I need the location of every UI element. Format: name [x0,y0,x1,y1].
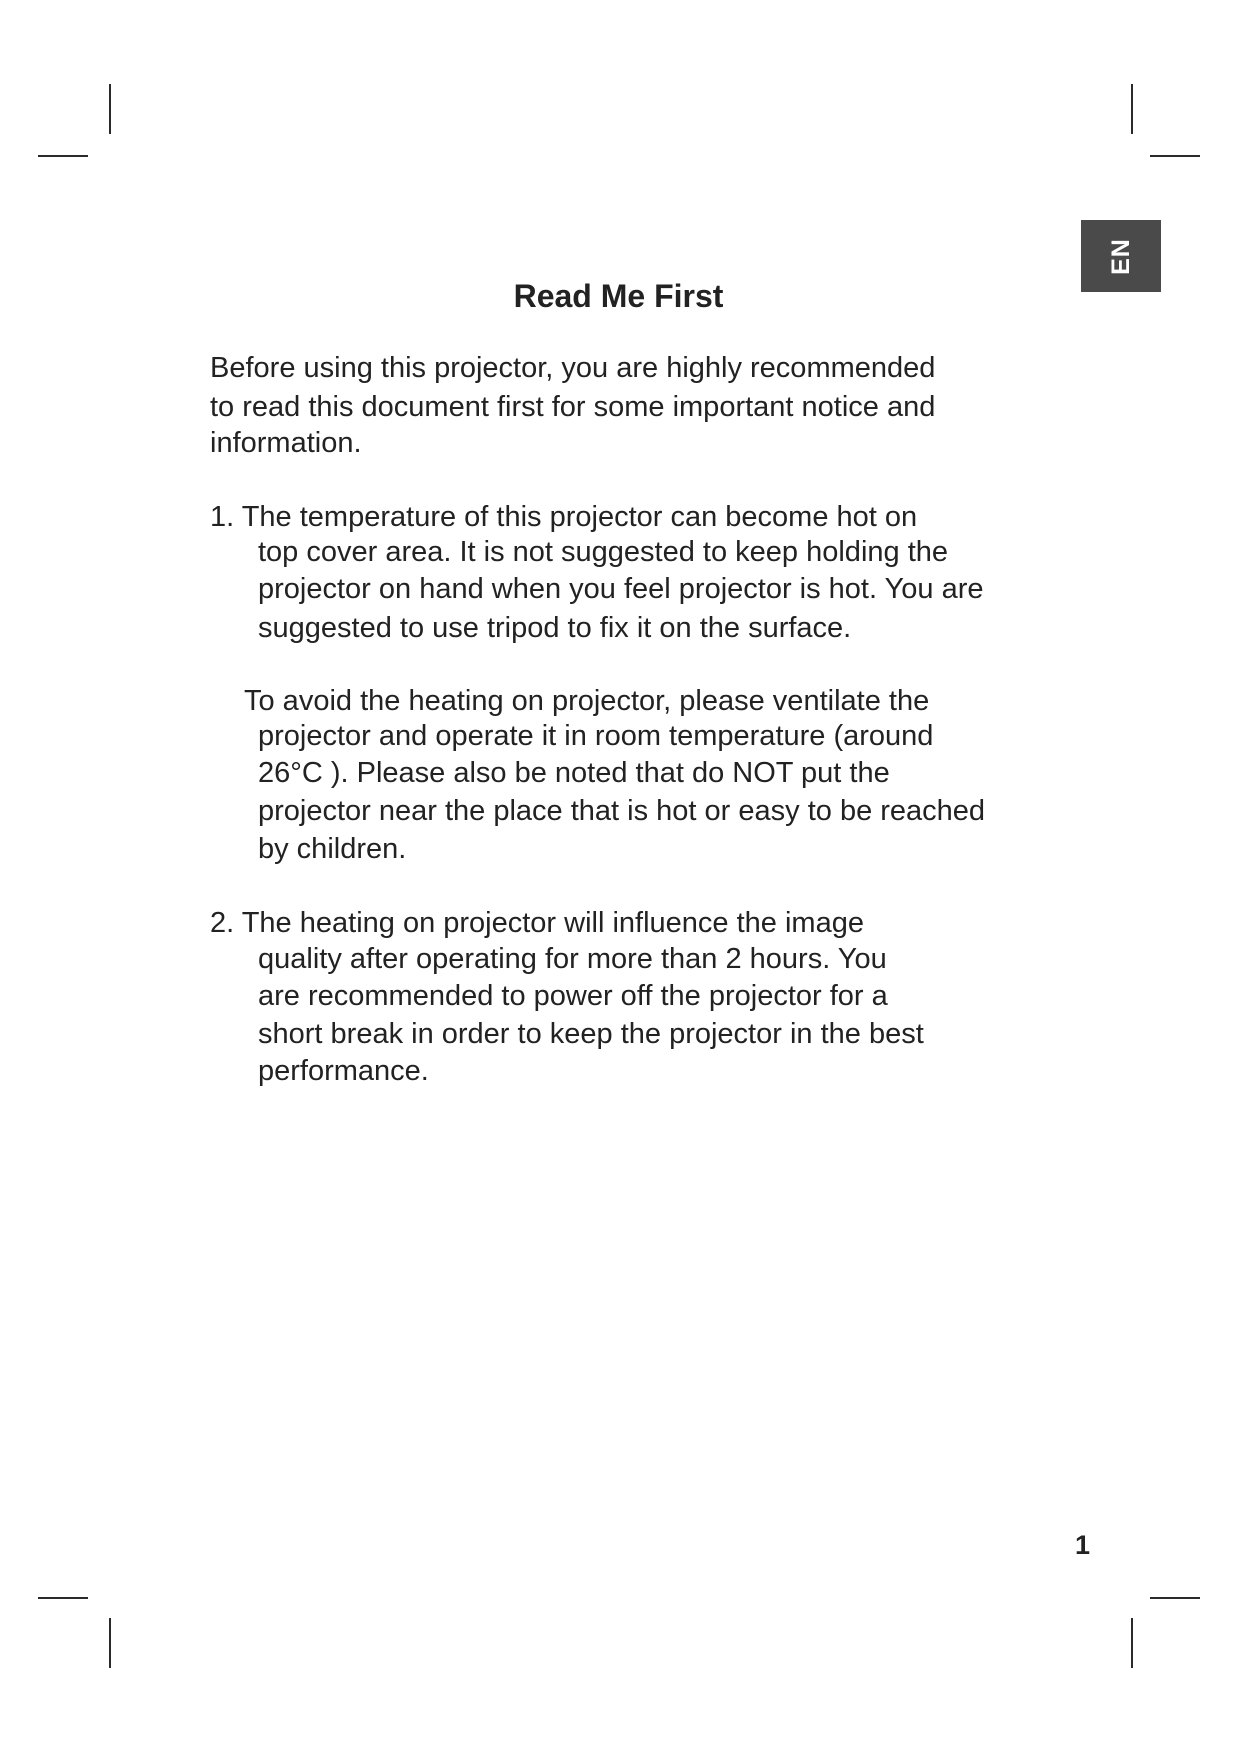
page-title [0,278,1241,315]
item2-line: short break in order to keep the projector in the best [258,1018,924,1050]
crop-mark-bottom-left-horizontal [38,1597,88,1599]
item1-line: suggested to use tripod to fix it on the surface. [258,612,852,644]
item1-note-line: projector and operate it in room temperature (around [258,720,934,752]
page-title-text: Read Me First [513,278,724,314]
item1-note-line: 26°C ). Please also be noted that do NOT put the [258,757,890,789]
item1-line: projector on hand when you feel projector is hot. You are [258,573,984,605]
crop-mark-bottom-right-horizontal [1150,1597,1200,1599]
item1-note-first-line: To avoid the heating on projector, please ventilate the [244,685,930,717]
item2-first-line: 2. The heating on projector will influence the image [210,907,864,939]
crop-mark-top-right-horizontal [1150,155,1200,157]
page-number: 1 [1074,1530,1090,1560]
item1-line: top cover area. It is not suggested to keep holding the [258,536,949,568]
item2-line: performance. [258,1055,429,1087]
crop-mark-top-right-vertical [1131,84,1133,134]
item1-note-line: projector near the place that is hot or easy to be reached [258,795,986,827]
item1-first-line: 1. The temperature of this projector can become hot on [210,501,918,533]
crop-mark-top-left-vertical [109,84,111,134]
language-tab-label: EN [1106,237,1135,275]
item2-line: quality after operating for more than 2 hours. You [258,943,887,975]
intro-line: Before using this projector, you are highly recommended [210,352,936,384]
item1-note-line: by children. [258,833,407,865]
crop-mark-bottom-left-vertical [109,1618,111,1668]
crop-mark-bottom-right-vertical [1131,1618,1133,1668]
intro-line: information. [210,427,362,459]
item2-line: are recommended to power off the projector for a [258,980,888,1012]
crop-mark-top-left-horizontal [38,155,88,157]
intro-line: to read this document first for some important notice and [210,391,936,423]
